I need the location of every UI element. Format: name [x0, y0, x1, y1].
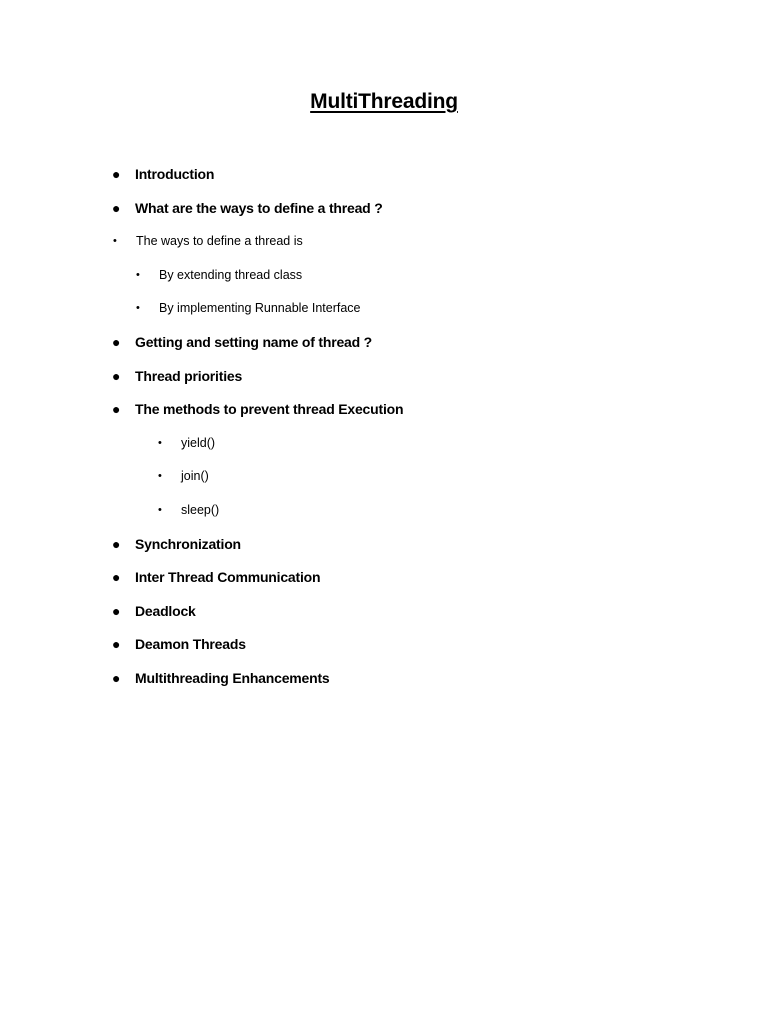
list-item-text: The ways to define a thread is [136, 234, 303, 249]
bullet-icon: ● [112, 334, 121, 350]
list-item-text: Inter Thread Communication [135, 569, 321, 586]
list-item-text: Multithreading Enhancements [135, 670, 330, 686]
list-item-text: Thread priorities [135, 367, 243, 384]
bullet-icon: ● [112, 401, 121, 418]
bullet-icon: ● [112, 569, 121, 586]
list-item-text: By extending thread class [159, 267, 303, 282]
list-item-text: What are the ways to define a thread ? [135, 199, 383, 216]
document-title: MultiThreading [310, 90, 458, 113]
bullet-icon: ● [112, 166, 121, 182]
list-item-text: Deamon Threads [135, 636, 246, 653]
bullet-icon: ● [112, 636, 121, 653]
bullet-icon: ● [112, 199, 121, 216]
list-item-text: Synchronization [135, 535, 241, 552]
bullet-icon: • [113, 235, 117, 248]
bullet-icon: • [136, 302, 140, 315]
list-item-text: yield() [181, 435, 216, 450]
list-item-text: join() [181, 469, 209, 484]
list-item-text: Getting and setting name of thread ? [135, 334, 373, 350]
list-item-text: Introduction [135, 166, 215, 182]
list-item-text: sleep() [181, 503, 220, 517]
list-item-text: By implementing Runnable Interface [159, 301, 361, 316]
bullet-icon: ● [112, 602, 121, 619]
bullet-icon: • [136, 268, 140, 281]
bullet-icon: ● [112, 670, 121, 686]
bullet-icon: ● [112, 367, 121, 384]
list-item-text: The methods to prevent thread Execution [135, 401, 404, 418]
bullet-icon: ● [112, 535, 121, 552]
bullet-icon: • [158, 470, 162, 483]
bullet-icon: • [158, 504, 162, 516]
bullet-icon: • [158, 436, 162, 449]
list-item-text: Deadlock [135, 602, 196, 619]
